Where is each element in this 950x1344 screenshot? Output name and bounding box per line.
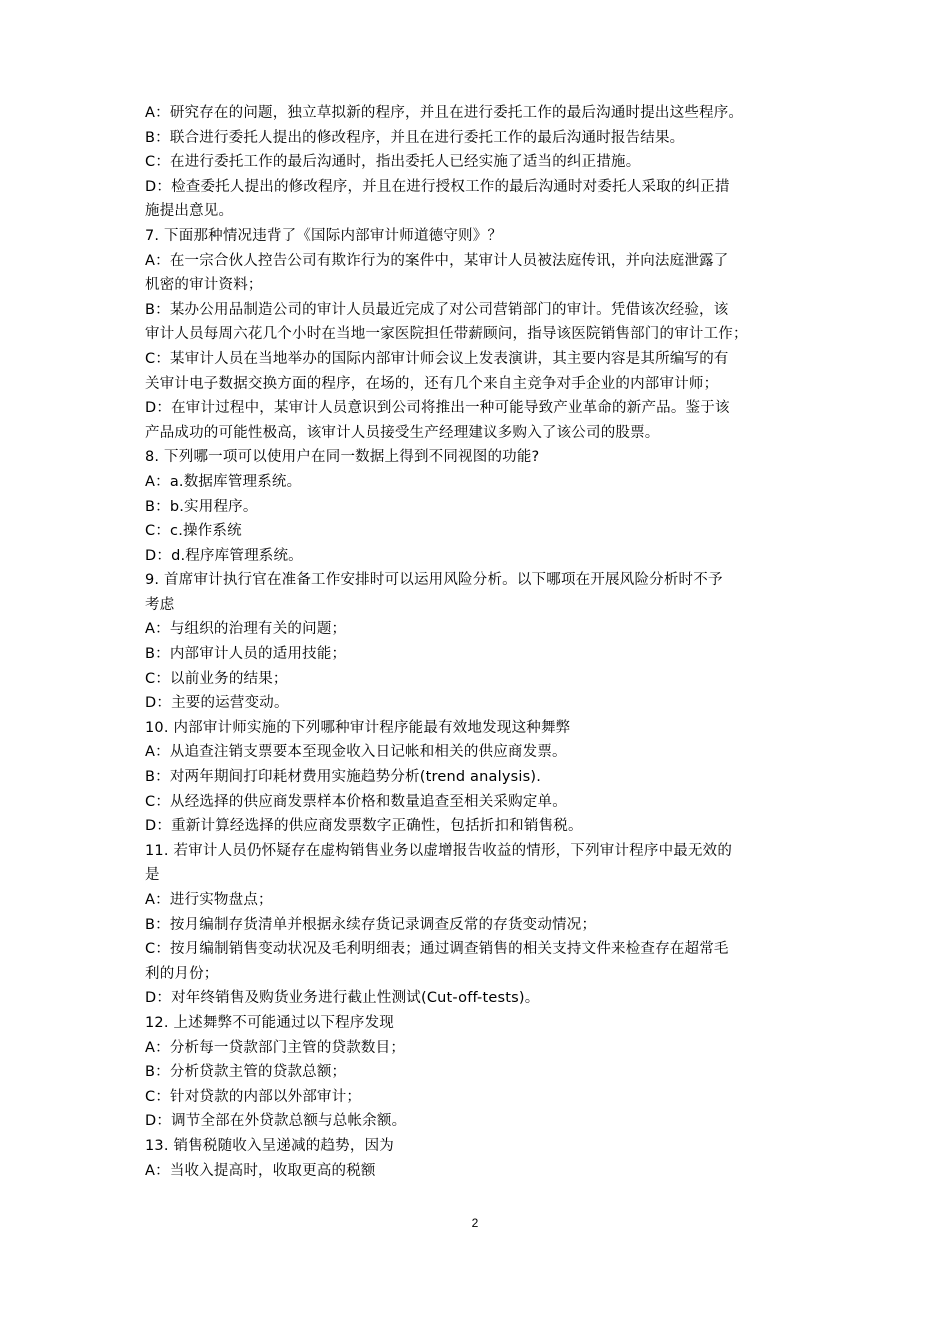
text-line: D：在审计过程中，某审计人员意识到公司将推出一种可能导致产业革命的新产品。鉴于该 — [145, 400, 730, 417]
text-line: A：进行实物盘点； — [145, 892, 273, 908]
text-line: 是 — [145, 867, 160, 884]
page-number: 2 — [471, 1216, 479, 1230]
text-line: A：从追查注销支票要本至现金收入日记帐和相关的供应商发票。 — [145, 744, 567, 761]
text-line: C：按月编制销售变动状况及毛利明细表；通过调查销售的相关支持文件来检查存在超常毛 — [145, 941, 729, 958]
text-line: A：分析每一贷款部门主管的贷款数目； — [145, 1039, 406, 1056]
text-line: B：对两年期间打印耗材费用实施趋势分析(trend analysis). — [145, 769, 542, 786]
text-line: C：在进行委托工作的最后沟通时，指出委托人已经实施了适当的纠正措施。 — [145, 154, 641, 171]
text-line: C：c.操作系统 — [145, 523, 242, 540]
text-line: C：针对贷款的内部以外部审计； — [145, 1088, 362, 1105]
text-line: 10. 内部审计师实施的下列哪种审计程序能最有效地发现这种舞弊 — [145, 719, 571, 736]
text-line: D：调节全部在外贷款总额与总帐余额。 — [145, 1113, 407, 1130]
text-line: A：与组织的治理有关的问题； — [145, 621, 347, 638]
text-line: B：联合进行委托人提出的修改程序，并且在进行委托工作的最后沟通时报告结果。 — [145, 129, 685, 146]
text-line: D：对年终销售及购货业务进行截止性测试(Cut-off-tests)。 — [145, 990, 540, 1007]
text-line: 关审计电子数据交换方面的程序，在场的，还有几个来自主竞争对手企业的内部审计师； — [145, 375, 719, 392]
text-line: B：b.实用程序。 — [145, 498, 258, 515]
text-line: B：某办公用品制造公司的审计人员最近完成了对公司营销部门的审计。凭借该次经验，该 — [145, 301, 729, 318]
text-line: 机密的审计资料； — [145, 277, 263, 294]
document-body — [145, 101, 825, 1183]
text-line: C：某审计人员在当地举办的国际内部审计师会议上发表演讲，其主要内容是其所编写的有 — [145, 350, 729, 367]
text-line: 利的月份； — [145, 965, 219, 982]
text-line: C：以前业务的结果； — [145, 670, 288, 687]
text-line: A：当收入提高时，收取更高的税额 — [145, 1162, 376, 1179]
text-line: A：研究存在的问题，独立草拟新的程序，并且在进行委托工作的最后沟通时提出这些程序。 — [145, 105, 744, 121]
text-line: C：从经选择的供应商发票样本价格和数量追查至相关采购定单。 — [145, 793, 567, 810]
text-line: 考虑 — [145, 596, 175, 613]
text-line: 11. 若审计人员仍怀疑存在虚构销售业务以虚增报告收益的情形，下列审计程序中最无效的 — [145, 842, 733, 859]
text-line: A：a.数据库管理系统。 — [145, 473, 302, 490]
text-line: 12. 上述舞弊不可能通过以下程序发现 — [145, 1014, 394, 1031]
text-line: 13. 销售税随收入呈递减的趋势，因为 — [145, 1137, 394, 1154]
text-line: 审计人员每周六花几个小时在当地一家医院担任带薪顾问，指导该医院销售部门的审计工作； — [145, 326, 748, 343]
text-line: 施提出意见。 — [145, 203, 234, 220]
text-line: B：分析贷款主管的贷款总额； — [145, 1064, 347, 1081]
text-line: A：在一宗合伙人控告公司有欺诈行为的案件中，某审计人员被法庭传讯，并向法庭泄露了 — [145, 252, 729, 269]
text-line: D：检查委托人提出的修改程序，并且在进行授权工作的最后沟通时对委托人采取的纠正措 — [145, 178, 730, 195]
text-line: D：重新计算经选择的供应商发票数字正确性，包括折扣和销售税。 — [145, 818, 583, 835]
text-line: B：按月编制存货清单并根据永续存货记录调查反常的存货变动情况； — [145, 916, 597, 933]
text-line: D：d.程序库管理系统。 — [145, 547, 303, 564]
text-line: 7. 下面那种情况违背了《国际内部审计师道德守则》？ — [145, 227, 503, 244]
text-line: 8. 下列哪一项可以使用户在同一数据上得到不同视图的功能? — [145, 449, 540, 466]
text-line: B：内部审计人员的适用技能； — [145, 646, 347, 663]
text-line: 9. 首席审计执行官在准备工作安排时可以运用风险分析。以下哪项在开展风险分析时不予 — [145, 572, 723, 589]
text-line: D：主要的运营变动。 — [145, 695, 289, 712]
text-line: 产品成功的可能性极高，该审计人员接受生产经理建议多购入了该公司的股票。 — [145, 424, 660, 441]
